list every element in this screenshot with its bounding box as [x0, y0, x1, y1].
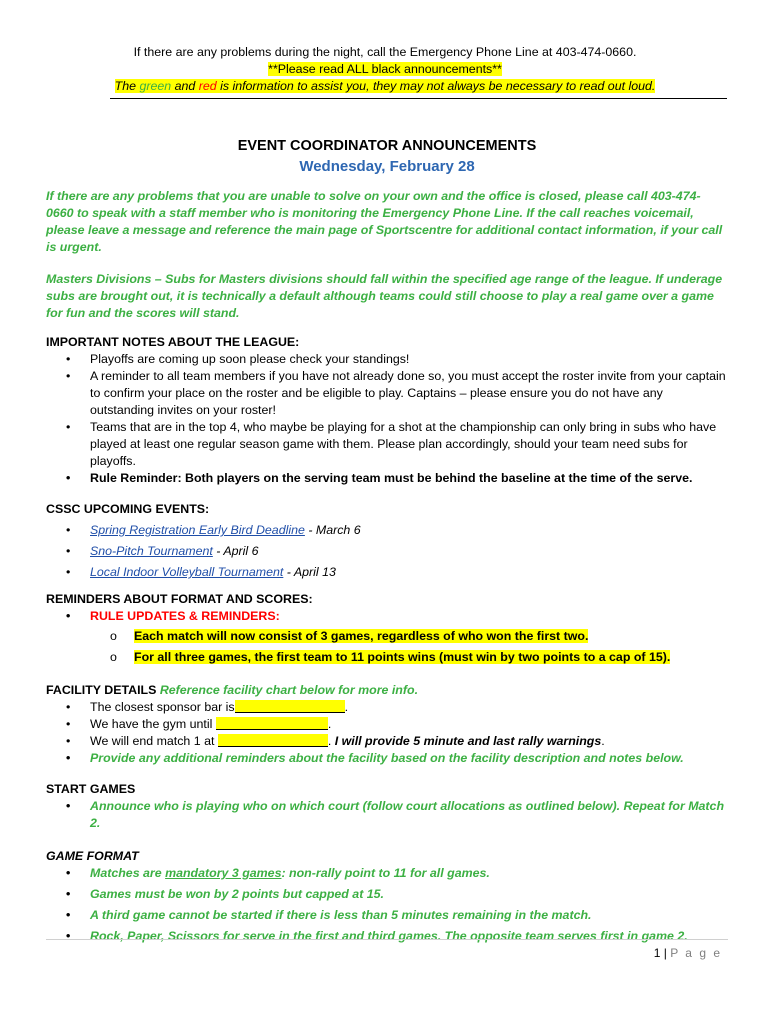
- event-item: • Spring Registration Early Bird Deadline - March 6: [66, 523, 361, 537]
- list-item: • Provide any additional reminders about the facility based on the facility description and notes below.: [66, 751, 684, 765]
- events-list: [46, 522, 728, 581]
- events-heading: CSSC UPCOMING EVENTS:: [46, 502, 210, 516]
- list-item: • Announce who is playing who on which court (follow court allocations as outlined below). Repeat for Match 2.: [66, 799, 725, 830]
- footer-divider: [46, 939, 728, 940]
- reminders-heading: REMINDERS ABOUT FORMAT AND SCORES:: [46, 592, 313, 606]
- list-item: • We have the gym until .: [66, 717, 332, 731]
- start-games-heading: START GAMES: [46, 782, 136, 796]
- page-number: 1 | P a g e: [653, 946, 722, 960]
- sponsor-bar-blank[interactable]: [235, 700, 345, 713]
- sub-list-item: o Each match will now consist of 3 games, regardless of who won the first two.: [110, 629, 589, 643]
- document-title: EVENT COORDINATOR ANNOUNCEMENTS: [237, 138, 537, 154]
- color-legend: The green and red is information to assist you, they may not always be necessary to read out loud.: [114, 79, 656, 93]
- game-format-heading: GAME FORMAT: [46, 849, 139, 863]
- facility-heading: FACILITY DETAILS Reference facility chart below for more info.: [46, 683, 419, 697]
- list-item: • A third game cannot be started if there is less than 5 minutes remaining in the match.: [66, 908, 592, 922]
- legend-red: red: [198, 79, 217, 93]
- end-match-blank[interactable]: [218, 734, 328, 747]
- list-item: • Playoffs are coming up soon please check your standings!: [66, 352, 410, 366]
- gym-until-blank[interactable]: [216, 717, 328, 730]
- list-item: • A reminder to all team members if you have not already done so, you must accept the roster invite from your captain to confirm your place on the roster and be eligible to play. Captains – please ensure you do not have any outstanding invites on your roster!: [66, 369, 726, 417]
- list-item: • Rock, Paper, Scissors for serve in the first and third games. The opposite team serves first in game 2.: [66, 929, 688, 943]
- game-format-list: [46, 865, 728, 945]
- league-list: [46, 351, 728, 487]
- document-date: Wednesday, February 28: [299, 158, 475, 175]
- list-item: • RULE UPDATES & REMINDERS: o Each match will now consist of 3 games, regardless of who won the first two. o For all three games, the first team to 11 points wins (must win by two points to a cap of 15).: [90, 608, 728, 666]
- event-link-volleyball[interactable]: Local Indoor Volleyball Tournament: [90, 565, 284, 579]
- header-block: [0, 44, 770, 95]
- event-link-registration[interactable]: Spring Registration Early Bird Deadline: [90, 523, 305, 537]
- emergency-line-text: If there are any problems during the night, call the Emergency Phone Line at 403-474-0660.: [133, 45, 637, 59]
- problems-note: If there are any problems that you are unable to solve on your own and the office is closed, please call 403-474-0660 to speak with a staff member who is monitoring the Emergency Phone Line. If the call reaches voicemail, please leave a message and reference the main page of Sportscentre for additional contact information, if your call is urgent.: [46, 189, 723, 254]
- rule-sublist: [90, 628, 728, 666]
- reminders-list: [46, 608, 728, 666]
- facility-list: [46, 699, 728, 767]
- legend-green: green: [139, 79, 172, 93]
- read-black-notice: **Please read ALL black announcements**: [268, 62, 502, 76]
- masters-note: Masters Divisions – Subs for Masters divisions should fall within the specified age range of the league. If underage subs are brought out, it is technically a default although teams could still choose to play a real game over a game for fun and the scores will stand.: [46, 272, 723, 320]
- event-link-sno-pitch[interactable]: Sno-Pitch Tournament: [90, 544, 213, 558]
- list-item: • We will end match 1 at . I will provide 5 minute and last rally warnings.: [66, 734, 605, 748]
- list-item: • The closest sponsor bar is .: [66, 700, 349, 714]
- event-item: • Local Indoor Volleyball Tournament - April 13: [66, 565, 336, 579]
- event-item: • Sno-Pitch Tournament - April 6: [66, 544, 259, 558]
- list-item: • Games must be won by 2 points but capped at 15.: [66, 887, 384, 901]
- sub-list-item: o For all three games, the first team to 11 points wins (must win by two points to a cap of 15).: [110, 650, 671, 664]
- league-heading: IMPORTANT NOTES ABOUT THE LEAGUE:: [46, 335, 300, 349]
- list-item: • Matches are mandatory 3 games: non-rally point to 11 for all games.: [66, 866, 490, 880]
- list-item: • Teams that are in the top 4, who maybe be playing for a shot at the championship can only bring in subs who have played at least one regular season game with them. Please plan accordingly, should your team need subs for playoffs.: [66, 420, 717, 468]
- start-games-list: [46, 798, 728, 832]
- list-item: • Rule Reminder: Both players on the serving team must be behind the baseline at the time of the serve.: [66, 471, 693, 485]
- document-body: [46, 96, 728, 949]
